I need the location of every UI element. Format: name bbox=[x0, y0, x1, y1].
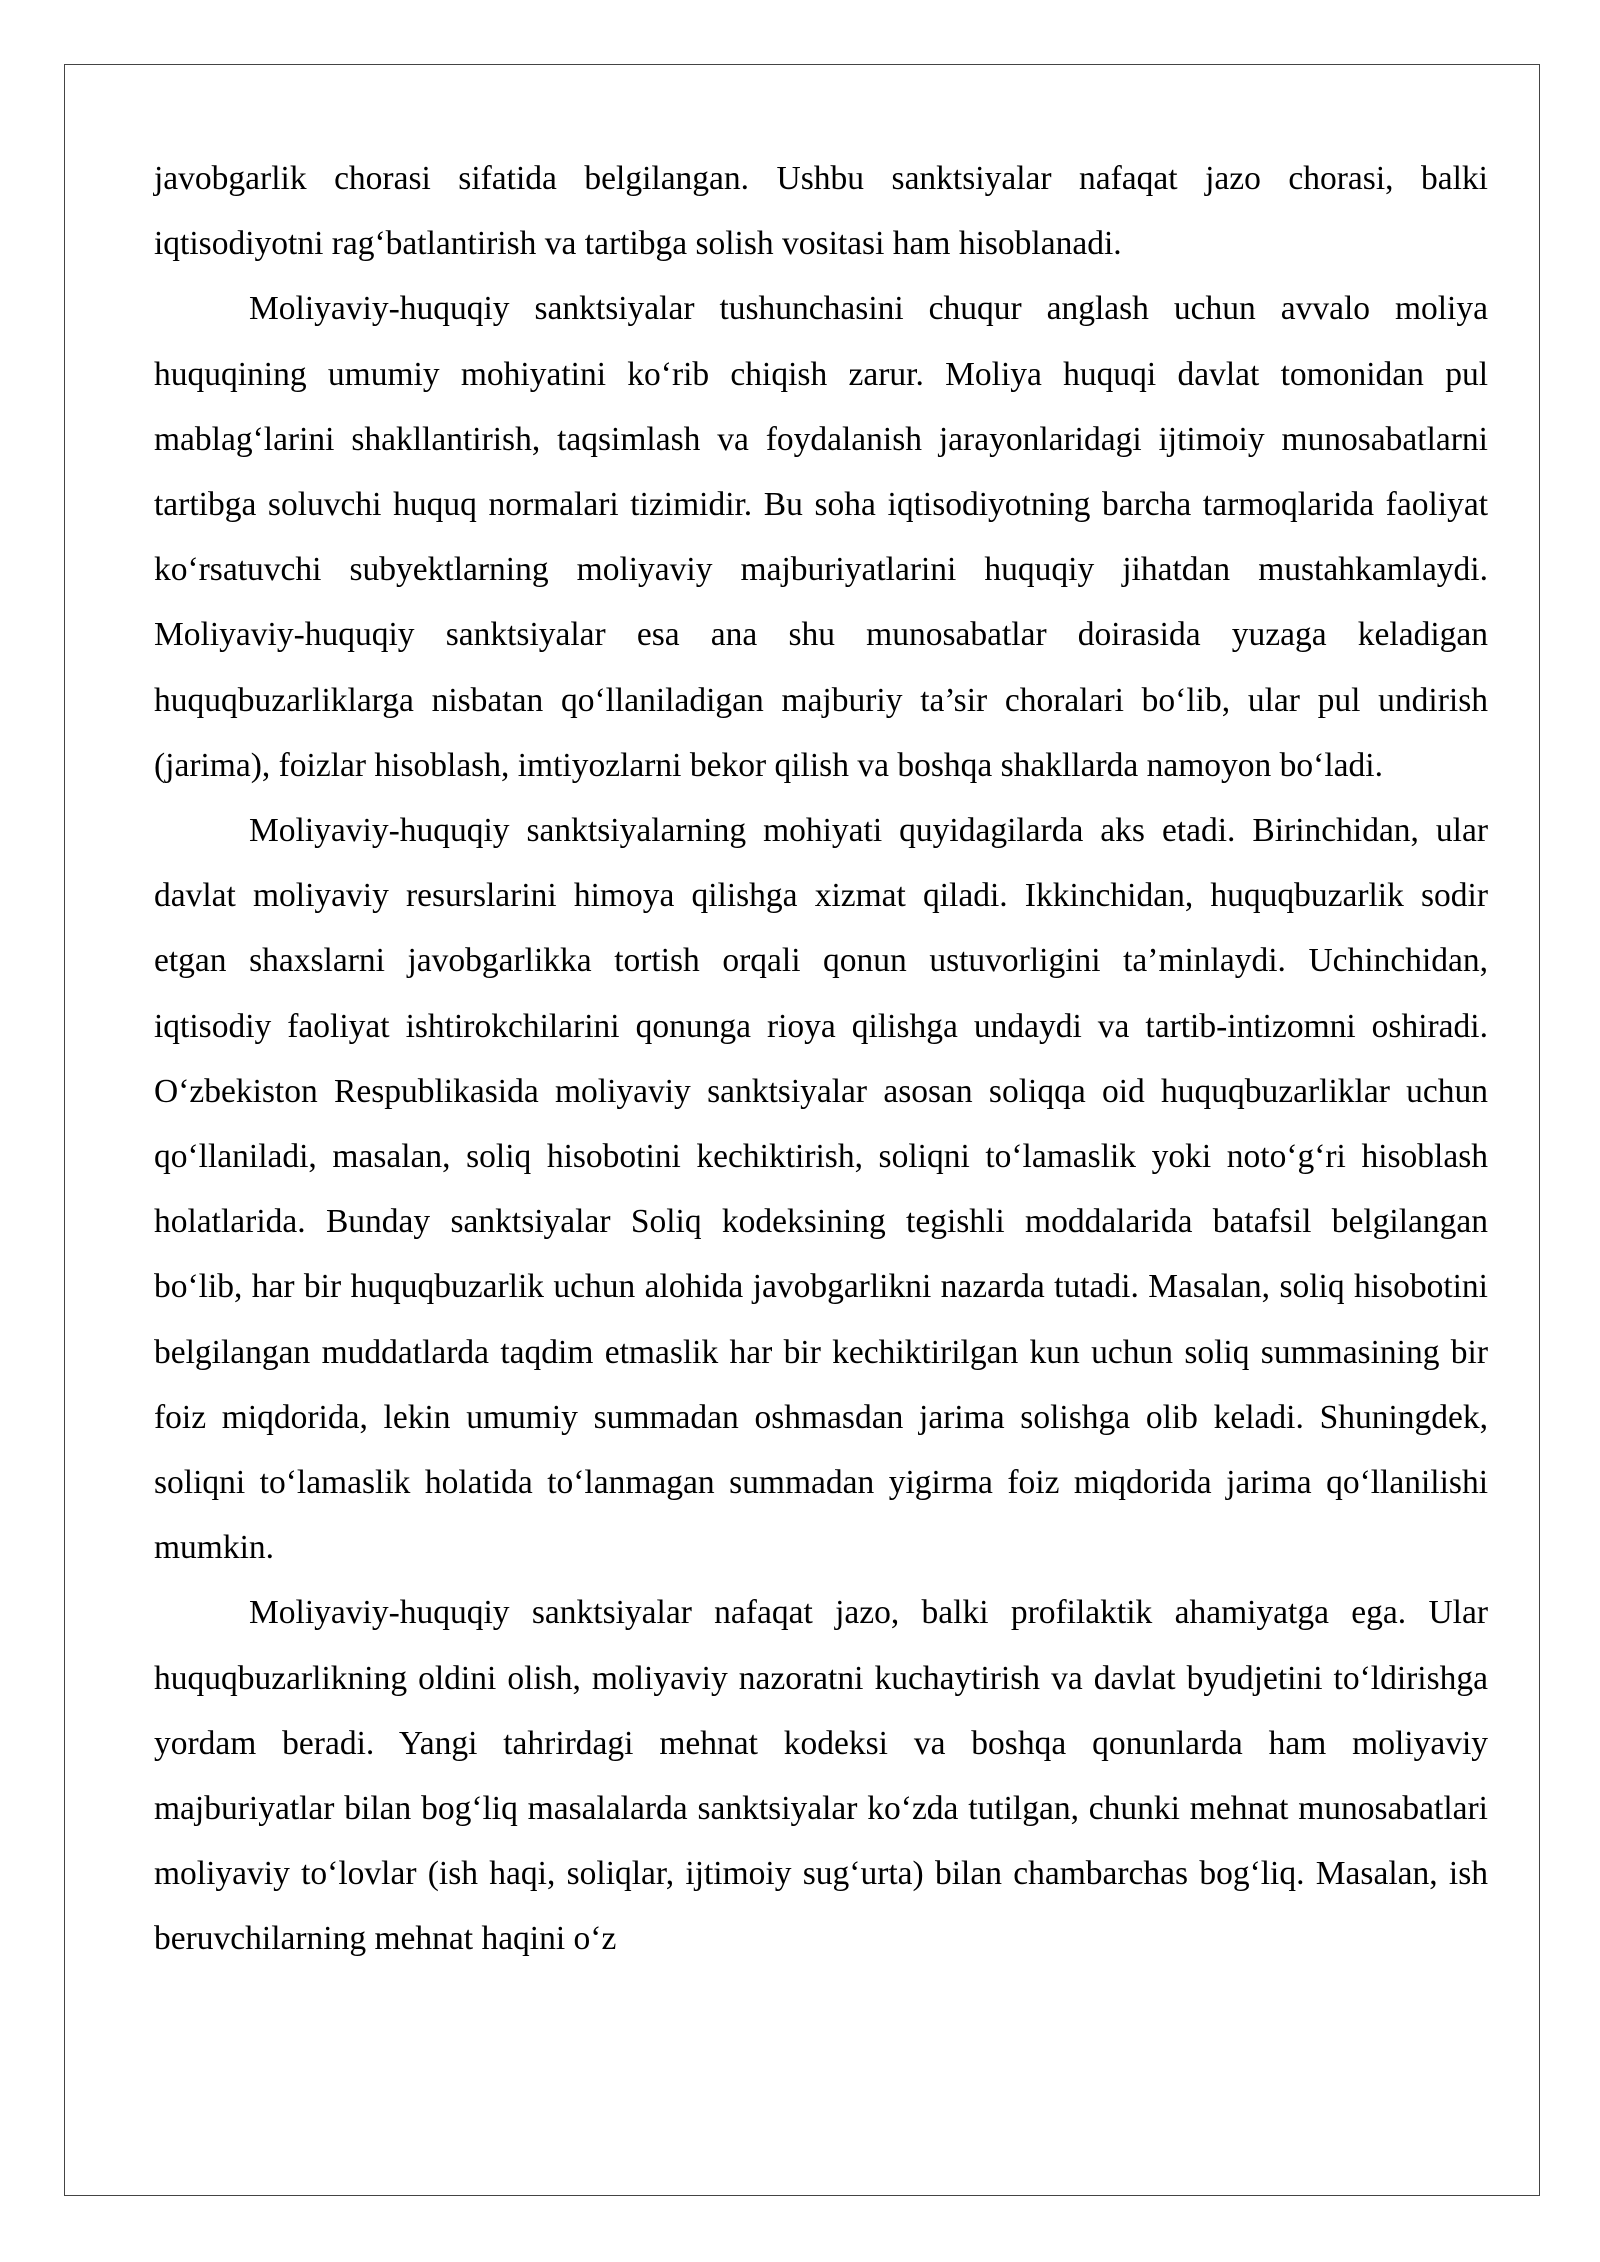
paragraph-continuation: javobgarlik chorasi sifatida belgilangan. Ushbu sanktsiyalar nafaqat jazo chorasi, balki iqtisodiyotni rag‘batlantirish va tartibga solish vositasi ham hisoblanadi. bbox=[154, 160, 1488, 263]
paragraph-preventive-role: Moliyaviy-huquqiy sanktsiyalar nafaqat jazo, balki profilaktik ahamiyatga ega. Ular huquqbuzarlikning oldini olish, moliyaviy nazoratni kuchaytirish va davlat byudjetini to‘ldirishga yordam beradi. Yangi tahrirdagi mehnat kodeksi va boshqa qonunlarda ham moliyaviy majburiyatlar bilan bog‘liq masalalarda sanktsiyalar ko‘zda tutilgan, chunki mehnat munosabatlari moliyaviy to‘lovlar (ish haqi, soliqlar, ijtimoiy sug‘urta) bilan chambarchas bog‘liq. Masalan, ish beruvchilarning mehnat haqini o‘z bbox=[154, 1594, 1488, 1958]
paragraph-financial-law-concept: Moliyaviy-huquqiy sanktsiyalar tushunchasini chuqur anglash uchun avvalo moliya huquqining umumiy mohiyatini ko‘rib chiqish zarur. Moliya huquqi davlat tomonidan pul mablag‘larini shakllantirish, taqsimlash va foydalanish jarayonlaridagi ijtimoiy munosabatlarni tartibga soluvchi huquq normalari tizimidir. Bu soha iqtisodiyotning barcha tarmoqlarida faoliyat ko‘rsatuvchi subyektlarning moliyaviy majburiyatlarini huquqiy jihatdan mustahkamlaydi. Moliyaviy-huquqiy sanktsiyalar esa ana shu munosabatlar doirasida yuzaga keladigan huquqbuzarliklarga nisbatan qo‘llaniladigan majburiy ta’sir choralari bo‘lib, ular pul undirish (jarima), foizlar hisoblash, imtiyozlarni bekor qilish va boshqa shakllarda namoyon bo‘ladi. bbox=[154, 290, 1488, 784]
document-body bbox=[154, 146, 1488, 1972]
paragraph-sanctions-essence: Moliyaviy-huquqiy sanktsiyalarning mohiyati quyidagilarda aks etadi. Birinchidan, ular davlat moliyaviy resurslarini himoya qilishga xizmat qiladi. Ikkinchidan, huquqbuzarlik sodir etgan shaxslarni javobgarlikka tortish orqali qonun ustuvorligini ta’minlaydi. Uchinchidan, iqtisodiy faoliyat ishtirokchilarini qonunga rioya qilishga undaydi va tartib-intizomni oshiradi. O‘zbekiston Respublikasida moliyaviy sanktsiyalar asosan soliqqa oid huquqbuzarliklar uchun qo‘llaniladi, masalan, soliq hisobotini kechiktirish, soliqni to‘lamaslik yoki noto‘g‘ri hisoblash holatlarida. Bunday sanktsiyalar Soliq kodeksining tegishli moddalarida batafsil belgilangan bo‘lib, har bir huquqbuzarlik uchun alohida javobgarlikni nazarda tutadi. Masalan, soliq hisobotini belgilangan muddatlarda taqdim etmaslik har bir kechiktirilgan kun uchun soliq summasining bir foiz miqdorida, lekin umumiy summadan oshmasdan jarima solishga olib keladi. Shuningdek, soliqni to‘lamaslik holatida to‘lanmagan summadan yigirma foiz miqdorida jarima qo‘llanilishi mumkin. bbox=[154, 812, 1488, 1567]
